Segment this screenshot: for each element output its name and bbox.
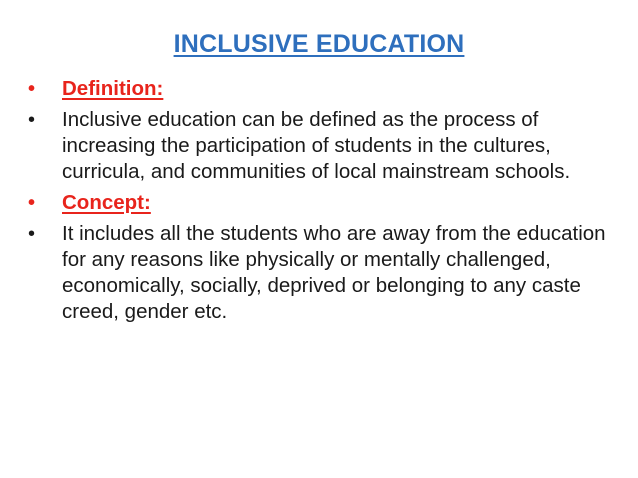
slide-title: INCLUSIVE EDUCATION — [173, 30, 465, 58]
concept-body-text: It includes all the students who are away from the education for any reasons like physically or mentally challenged, economically, socially, deprived or belonging to any caste creed, gender etc. — [62, 222, 606, 323]
bullet-dot-icon: • — [28, 109, 36, 131]
bullet-concept-body — [26, 221, 606, 325]
definition-heading-text: Definition: — [62, 77, 164, 100]
bullet-definition-body — [26, 107, 606, 185]
definition-body-text: Inclusive education can be defined as the process of increasing the participation of students in the cultures, curricula, and communities of local mainstream schools. — [62, 108, 571, 183]
bullet-definition-heading — [26, 76, 606, 102]
bullet-concept-heading — [26, 190, 606, 216]
bullet-list — [26, 76, 606, 330]
bullet-dot-icon: • — [28, 223, 36, 245]
bullet-dot-icon: • — [28, 78, 36, 100]
bullet-dot-icon: • — [28, 192, 36, 214]
concept-heading-text: Concept: — [62, 191, 151, 214]
